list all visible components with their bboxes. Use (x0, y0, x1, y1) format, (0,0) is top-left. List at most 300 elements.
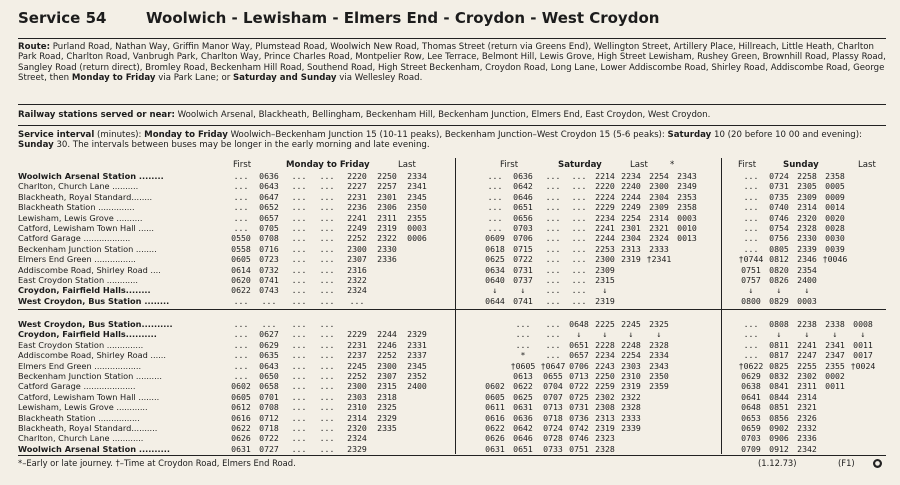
time-cell: 2353 (677, 191, 697, 202)
time-cell: 0731 (513, 264, 533, 275)
time-cell: ... (319, 412, 335, 423)
time-cell: 2400 (407, 381, 427, 392)
time-cell: ... (319, 191, 335, 202)
time-cell: 0718 (259, 423, 279, 433)
stop-name: Elmers End Green ................ (18, 254, 136, 265)
time-cell: 0635 (259, 350, 279, 361)
table-row (18, 296, 886, 306)
time-cell: 0558 (231, 243, 251, 254)
time-cell: 2359 (649, 381, 669, 392)
time-cell: ... (545, 254, 561, 265)
time-cell: 0856 (769, 412, 789, 423)
time-cell: 2302 (595, 391, 615, 402)
time-cell: 2310 (621, 371, 641, 381)
time-cell: 2319 (595, 423, 615, 433)
interval-text2: Woolwich–Beckenham Junction 15 (10-11 peaks), Beckenham Junction–West Croydon 15 (5-6 peaks): (230, 130, 665, 140)
time-cell: 2307 (347, 254, 367, 265)
time-cell: 2246 (377, 339, 397, 350)
interval-mf: Monday to Friday (144, 130, 228, 140)
time-cell: ... (545, 350, 561, 361)
time-cell: †0647 (540, 360, 566, 371)
stop-name: Beckenham Junction Station .......... (18, 371, 162, 381)
time-cell: 0737 (513, 275, 533, 285)
time-cell: ... (261, 319, 277, 329)
time-cell: 0013 (677, 233, 697, 244)
publisher-mark-icon: ● (874, 460, 881, 467)
time-cell: 0008 (853, 319, 873, 329)
time-cell: 0636 (259, 171, 279, 181)
time-cell: ... (743, 191, 759, 202)
time-cell: 0706 (569, 360, 589, 371)
interval-sat: Saturday (667, 130, 712, 140)
time-cell: 0735 (769, 191, 789, 202)
time-cell: 2339 (797, 243, 817, 254)
time-cell: ... (743, 350, 759, 361)
route-title: Woolwich - Lewisham - Elmers End - Croydon - West Croydon (146, 9, 660, 27)
time-cell: 2306 (377, 202, 397, 213)
time-cell: ... (291, 350, 307, 361)
time-cell: 0622 (513, 381, 533, 392)
time-cell: 2229 (347, 329, 367, 340)
time-cell: 2254 (621, 350, 641, 361)
time-cell: 2303 (621, 360, 641, 371)
time-cell: 0620 (231, 275, 251, 285)
table-row (18, 329, 886, 339)
time-cell: 0651 (513, 202, 533, 213)
time-cell: ... (291, 233, 307, 244)
stop-name: Woolwich Arsenal Station ........ (18, 171, 164, 181)
time-cell: ... (571, 181, 587, 192)
time-cell: 0708 (259, 233, 279, 244)
time-cell: 0829 (769, 295, 789, 306)
time-cell: 2346 (797, 254, 817, 265)
time-cell: 2323 (595, 433, 615, 444)
time-cell: ↓ (602, 285, 608, 296)
time-cell: 2355 (407, 212, 427, 223)
time-cell: 0641 (741, 391, 761, 402)
divider (18, 125, 886, 126)
time-cell: ... (743, 233, 759, 244)
time-cell: 2231 (347, 339, 367, 350)
time-cell: 0707 (543, 391, 563, 402)
route-text: Purland Road, Nathan Way, Griffin Manor Way, Plumstead Road, Woolwich New Road, Thomas Street (return via Greens End), Wellington Street, Artillery Place, Hillreach, Little Heath, Charlton Park Road, Charlton Road, Vanbrugh Park, Charlton Way, Prince Charles Road, Montpelier Row, Lee Terrace, Belmont Hill, Lewis Grove, High Street Lewisham, Rushey Green, Brownhill Road, Plassy Road, Sangley Road (return direct), Bromley Road, Beckenham Hill Road, Southend Road, High Street Beckenham, Croydon Road, Long Lane, Lower Addiscombe Road, Shirley Road, Addiscombe Road, George Street, then (18, 42, 886, 84)
time-cell: 0602 (485, 381, 505, 392)
time-cell: ... (545, 329, 561, 340)
time-cell: ... (233, 329, 249, 340)
stop-name: Croydon, Fairfield Halls.......... (18, 329, 157, 340)
time-cell: ... (233, 319, 249, 329)
time-cell: 0742 (569, 423, 589, 433)
time-cell: ... (291, 202, 307, 213)
time-cell: ... (545, 223, 561, 233)
time-cell: †0622 (738, 360, 764, 371)
time-cell: 2314 (649, 212, 669, 223)
time-cell: ... (487, 171, 503, 181)
time-cell: 2300 (377, 360, 397, 371)
time-cell: 2250 (595, 371, 615, 381)
time-cell: ... (233, 223, 249, 233)
sun-title: Sunday (783, 160, 819, 170)
table-row (18, 350, 886, 360)
route-mid: via Park Lane; or (158, 73, 231, 84)
interval-text4: 30. The intervals between buses may be longer in the early morning and late evening. (56, 140, 430, 151)
time-cell: 2358 (677, 202, 697, 213)
time-cell: 0626 (485, 433, 505, 444)
time-cell: 0832 (769, 371, 789, 381)
time-cell: 2324 (649, 233, 669, 244)
stop-name: Addiscombe Road, Shirley Road ...... (18, 350, 167, 361)
time-cell: 2334 (407, 171, 427, 181)
time-cell: 0613 (513, 371, 533, 381)
time-cell: ... (319, 402, 335, 413)
time-cell: ... (233, 171, 249, 181)
time-cell: ... (319, 433, 335, 444)
time-cell: ... (743, 181, 759, 192)
time-cell: 2231 (347, 191, 367, 202)
time-cell: 2400 (797, 275, 817, 285)
time-cell: ... (319, 181, 335, 192)
time-cell: 0715 (513, 243, 533, 254)
time-cell: 0642 (513, 423, 533, 433)
time-cell: 0625 (485, 254, 505, 265)
time-cell: 0629 (741, 371, 761, 381)
time-cell: ... (545, 339, 561, 350)
mf-last-label: Last (398, 160, 416, 170)
time-cell: 2252 (347, 233, 367, 244)
time-cell: 2321 (797, 402, 817, 413)
time-cell: 0724 (543, 423, 563, 433)
time-cell: 0746 (769, 212, 789, 223)
time-cell: ... (319, 275, 335, 285)
time-cell: ... (545, 319, 561, 329)
time-cell: 2329 (347, 443, 367, 454)
time-cell: 2255 (797, 360, 817, 371)
time-cell: 2300 (595, 254, 615, 265)
time-cell: 2243 (595, 360, 615, 371)
time-cell: 2257 (377, 181, 397, 192)
time-cell: 2314 (797, 202, 817, 213)
time-cell: ... (743, 319, 759, 329)
time-cell: 2314 (347, 412, 367, 423)
time-cell: 0657 (259, 212, 279, 223)
time-cell: ... (291, 319, 307, 329)
time-cell: 0812 (769, 254, 789, 265)
time-cell: 2234 (621, 171, 641, 181)
time-cell: 2225 (595, 319, 615, 329)
time-cell: ... (291, 223, 307, 233)
time-cell: 0629 (259, 339, 279, 350)
time-cell: ... (319, 285, 335, 296)
time-cell: ↓ (776, 285, 782, 296)
divider (18, 455, 886, 456)
time-cell: †0046 (822, 254, 848, 265)
time-cell: 0851 (769, 402, 789, 413)
table-row (18, 192, 886, 202)
table-row (18, 433, 886, 443)
time-cell: ... (291, 412, 307, 423)
time-cell: ... (291, 360, 307, 371)
time-cell: ... (545, 285, 561, 296)
time-cell: ... (487, 191, 503, 202)
time-cell: 0844 (769, 391, 789, 402)
time-cell: 0646 (513, 191, 533, 202)
time-cell: ... (233, 191, 249, 202)
time-cell: 2319 (621, 254, 641, 265)
time-cell: 2220 (347, 171, 367, 181)
time-cell: 2240 (621, 181, 641, 192)
time-cell: 0722 (513, 254, 533, 265)
time-cell: 0011 (825, 381, 845, 392)
time-cell: 2249 (621, 202, 641, 213)
time-cell: 0550 (231, 233, 251, 244)
time-cell: 0647 (259, 191, 279, 202)
time-cell: 0605 (485, 391, 505, 402)
footer-date: (1.12.73) (758, 458, 797, 468)
time-cell: 2350 (407, 202, 427, 213)
time-cell: ... (743, 243, 759, 254)
time-cell: ↓ (602, 329, 608, 340)
time-cell: 0616 (231, 412, 251, 423)
time-cell: 2308 (595, 402, 615, 413)
time-cell: 0725 (569, 391, 589, 402)
time-cell: 0631 (485, 443, 505, 454)
time-cell: 2214 (595, 171, 615, 181)
time-cell: ... (291, 329, 307, 340)
mf-first-label: First (233, 160, 252, 170)
time-cell: ↓ (520, 285, 526, 296)
time-cell: ... (545, 264, 561, 275)
route-label: Route: (18, 42, 51, 52)
stop-name: Blackheath Station .............. (18, 202, 135, 213)
time-cell: ... (571, 254, 587, 265)
route-satsun: Saturday and Sunday (232, 73, 337, 84)
table-row (18, 392, 886, 402)
time-cell: 0611 (485, 402, 505, 413)
time-cell: 2315 (377, 381, 397, 392)
time-cell: †0024 (850, 360, 876, 371)
stop-name: Blackheath, Royal Standard........ (18, 191, 153, 202)
time-cell: 0709 (741, 443, 761, 454)
column-headers (18, 160, 886, 171)
time-cell: 2234 (595, 212, 615, 223)
time-cell: ... (319, 212, 335, 223)
time-cell: 2309 (595, 264, 615, 275)
time-cell: ... (571, 285, 587, 296)
time-cell: 0703 (513, 223, 533, 233)
time-cell: 2309 (797, 191, 817, 202)
time-cell: 0728 (543, 433, 563, 444)
time-cell: 2319 (595, 295, 615, 306)
stop-name: West Croydon, Bus Station ........ (18, 295, 170, 306)
route-mf: Monday to Friday (71, 73, 156, 84)
time-cell: ... (743, 329, 759, 340)
time-cell: 2313 (621, 243, 641, 254)
time-cell: 0644 (485, 295, 505, 306)
time-cell: 0656 (513, 212, 533, 223)
time-cell: ... (291, 275, 307, 285)
time-cell: ↓ (804, 285, 810, 296)
time-cell: 0602 (231, 381, 251, 392)
time-cell: 2332 (797, 423, 817, 433)
table-row (18, 213, 886, 223)
time-cell: ... (319, 202, 335, 213)
time-cell: 2241 (347, 212, 367, 223)
time-cell: 2241 (595, 223, 615, 233)
table-row (18, 171, 886, 181)
time-cell: ... (233, 360, 249, 371)
time-cell: ... (319, 360, 335, 371)
time-cell: 2236 (347, 202, 367, 213)
time-cell: 0754 (769, 223, 789, 233)
time-cell: 0605 (231, 391, 251, 402)
time-cell: 2324 (347, 433, 367, 444)
time-cell: 2324 (347, 285, 367, 296)
time-cell: 0724 (769, 171, 789, 181)
time-cell: 2333 (649, 243, 669, 254)
time-cell: ↓ (748, 285, 754, 296)
time-cell: 0636 (513, 171, 533, 181)
time-cell: 0636 (513, 412, 533, 423)
time-cell: 0736 (569, 412, 589, 423)
time-cell: 2320 (347, 423, 367, 433)
time-cell: ... (291, 254, 307, 265)
rail-label: Railway stations served or near: (18, 110, 175, 120)
time-cell: ↓ (576, 329, 582, 340)
time-cell: 2354 (797, 264, 817, 275)
time-cell: 0014 (825, 202, 845, 213)
time-cell: ... (319, 443, 335, 454)
time-cell: 0800 (741, 295, 761, 306)
time-cell: 0650 (259, 371, 279, 381)
time-cell: ... (319, 381, 335, 392)
time-cell: 2319 (621, 381, 641, 392)
time-cell: ... (545, 212, 561, 223)
time-cell: 2328 (621, 402, 641, 413)
time-cell: 0631 (513, 402, 533, 413)
time-cell: 2321 (649, 223, 669, 233)
time-cell: ... (571, 223, 587, 233)
time-cell: 0622 (231, 423, 251, 433)
interval-text1: (minutes): (97, 130, 142, 140)
time-cell: 2313 (595, 412, 615, 423)
divider (18, 309, 886, 310)
time-cell: 2237 (347, 350, 367, 361)
time-cell: 2336 (377, 254, 397, 265)
table-row (18, 244, 886, 254)
time-cell: ↓ (492, 285, 498, 296)
time-cell: ... (545, 275, 561, 285)
time-cell: 0757 (741, 275, 761, 285)
stop-name: Lewisham, Lewis Grove .......... (18, 212, 143, 223)
time-cell: 0732 (259, 264, 279, 275)
route-end: via Wellesley Road. (339, 73, 423, 84)
mf-title: Monday to Friday (286, 160, 370, 170)
time-cell: 0622 (485, 423, 505, 433)
time-cell: ... (487, 223, 503, 233)
time-cell: 2250 (377, 171, 397, 181)
time-cell: 0643 (259, 181, 279, 192)
time-cell: 2330 (377, 243, 397, 254)
time-cell: 0722 (259, 433, 279, 444)
time-cell: 0743 (259, 285, 279, 296)
time-cell: ... (545, 191, 561, 202)
time-cell: ... (319, 264, 335, 275)
time-cell: ... (319, 243, 335, 254)
stop-name: Charlton, Church Lane ............ (18, 433, 144, 444)
time-cell: ... (233, 350, 249, 361)
stop-name: Elmers End Green .................. (18, 360, 142, 371)
footer-code: (F1) (838, 458, 855, 468)
time-cell: 2304 (621, 233, 641, 244)
time-cell: 0638 (741, 381, 761, 392)
time-cell: ... (545, 295, 561, 306)
time-cell: 2300 (347, 243, 367, 254)
time-cell: 2328 (595, 443, 615, 454)
time-cell: ... (233, 181, 249, 192)
time-cell: 2322 (621, 391, 641, 402)
time-cell: 0609 (485, 233, 505, 244)
time-cell: 2319 (377, 223, 397, 233)
interval-label: Service interval (18, 130, 95, 140)
time-cell: 2341 (407, 181, 427, 192)
time-cell: 2326 (797, 412, 817, 423)
time-cell: 2301 (377, 191, 397, 202)
time-cell: 2249 (347, 223, 367, 233)
time-cell: ... (545, 171, 561, 181)
time-cell: 0751 (741, 264, 761, 275)
time-cell: 0902 (769, 423, 789, 433)
time-cell: 0741 (513, 295, 533, 306)
time-cell: ... (515, 329, 531, 340)
time-cell: 0648 (741, 402, 761, 413)
time-cell: ... (233, 212, 249, 223)
sat-star: * (670, 160, 675, 170)
time-cell: ... (571, 171, 587, 181)
time-cell: 0825 (769, 360, 789, 371)
time-cell: ... (291, 391, 307, 402)
time-cell: 0627 (259, 329, 279, 340)
time-cell: 0722 (569, 381, 589, 392)
time-cell: ... (515, 339, 531, 350)
sat-title: Saturday (558, 160, 602, 170)
time-cell: 0605 (231, 254, 251, 265)
time-cell: 0731 (769, 181, 789, 192)
time-cell: ... (319, 350, 335, 361)
time-cell: 0625 (513, 391, 533, 402)
table-row (18, 371, 886, 381)
column-divider (721, 158, 722, 454)
time-cell: 2337 (407, 350, 427, 361)
time-cell: ... (545, 233, 561, 244)
time-cell: ... (743, 202, 759, 213)
time-cell: ... (291, 381, 307, 392)
time-cell: 2352 (407, 371, 427, 381)
time-cell: 2320 (797, 212, 817, 223)
sun-last-label: Last (858, 160, 876, 170)
time-cell: ... (291, 243, 307, 254)
time-cell: 2325 (649, 319, 669, 329)
time-cell: 2252 (347, 371, 367, 381)
time-cell: 0805 (769, 243, 789, 254)
time-cell: 0733 (543, 443, 563, 454)
table-row (18, 275, 886, 285)
time-cell: 0704 (543, 381, 563, 392)
sat-last-label: Last (630, 160, 648, 170)
time-cell: 0634 (485, 264, 505, 275)
time-cell: ... (319, 295, 335, 306)
time-cell: 2247 (797, 350, 817, 361)
time-cell: 2343 (677, 171, 697, 181)
